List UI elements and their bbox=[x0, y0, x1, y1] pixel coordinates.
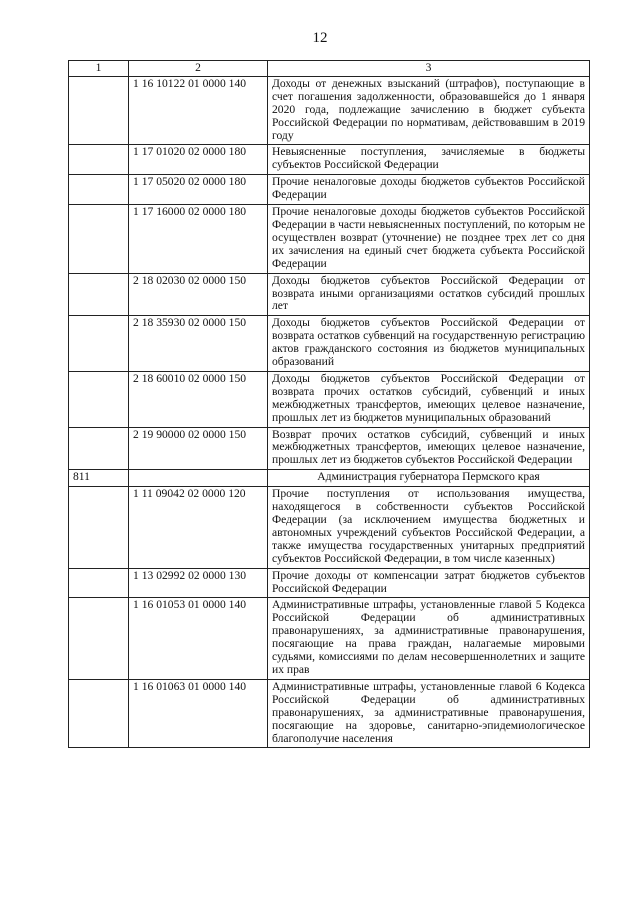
admin-name-cell: Администрация губернатора Пермского края bbox=[268, 470, 590, 487]
admin-code-cell bbox=[69, 598, 129, 679]
revenue-code-cell: 1 16 01063 01 0000 140 bbox=[129, 679, 268, 748]
admin-code-cell bbox=[69, 371, 129, 427]
admin-code-cell bbox=[69, 76, 129, 145]
description-cell: Прочие доходы от компенсации затрат бюджетов субъектов Российской Федерации bbox=[268, 568, 590, 598]
revenue-code-cell bbox=[129, 470, 268, 487]
description-cell: Доходы бюджетов субъектов Российской Федерации от возврата остатков субвенций на государственную регистрацию актов гражданского состояния из бюджетов муниципальных образований bbox=[268, 316, 590, 372]
table-row bbox=[69, 316, 590, 372]
admin-code-cell bbox=[69, 568, 129, 598]
description-cell: Административные штрафы, установленные главой 6 Кодекса Российской Федерации об административных правонарушениях, за административные правонарушения, посягающие на здоровье, санитарно-эпидемиологическое благополучие населения bbox=[268, 679, 590, 748]
description-cell: Доходы бюджетов субъектов Российской Федерации от возврата иными организациями остатков субсидий прошлых лет bbox=[268, 273, 590, 316]
table-body bbox=[69, 76, 590, 748]
revenue-code-cell: 2 18 35930 02 0000 150 bbox=[129, 316, 268, 372]
admin-heading-row bbox=[69, 470, 590, 487]
admin-code-cell bbox=[69, 145, 129, 175]
revenue-code-cell: 1 17 05020 02 0000 180 bbox=[129, 175, 268, 205]
header-col-2: 2 bbox=[129, 61, 268, 77]
header-col-1: 1 bbox=[69, 61, 129, 77]
description-cell: Невыясненные поступления, зачисляемые в бюджеты субъектов Российской Федерации bbox=[268, 145, 590, 175]
description-cell: Доходы от денежных взысканий (штрафов), поступающие в счет погашения задолженности, образовавшейся до 1 января 2020 года, подлежащие зачислению в бюджет субъекта Российской Федерации по нормативам, действовавшим в 2019 году bbox=[268, 76, 590, 145]
description-cell: Административные штрафы, установленные главой 5 Кодекса Российской Федерации об административных правонарушениях, за административные правонарушения, посягающие на права граждан, налагаемые мировыми судьями, комиссиями по делам несовершеннолетних и защите их прав bbox=[268, 598, 590, 679]
admin-code-cell bbox=[69, 316, 129, 372]
table-header-row bbox=[69, 61, 590, 77]
admin-code-cell: 811 bbox=[69, 470, 129, 487]
description-cell: Прочие поступления от использования имущества, находящегося в собственности субъектов Российской Федерации (за исключением имущества бюджетных и автономных учреждений субъектов Российской Федерации, а также имущества государственных унитарных предприятий субъектов Российской Федерации, в том числе казенных) bbox=[268, 487, 590, 568]
table-row bbox=[69, 273, 590, 316]
admin-code-cell bbox=[69, 205, 129, 274]
description-cell: Доходы бюджетов субъектов Российской Федерации от возврата прочих остатков субсидий, субвенций и иных межбюджетных трансфертов, имеющих целевое назначение, прошлых лет из бюджетов муниципальных образований bbox=[268, 371, 590, 427]
description-cell: Возврат прочих остатков субсидий, субвенций и иных межбюджетных трансфертов, имеющих целевое назначение, прошлых лет из бюджетов субъектов Российской Федерации bbox=[268, 427, 590, 470]
revenue-code-cell: 1 17 16000 02 0000 180 bbox=[129, 205, 268, 274]
page-number: 12 bbox=[312, 30, 328, 46]
admin-code-cell bbox=[69, 273, 129, 316]
admin-code-cell bbox=[69, 679, 129, 748]
revenue-code-cell: 1 16 01053 01 0000 140 bbox=[129, 598, 268, 679]
revenue-code-cell: 1 16 10122 01 0000 140 bbox=[129, 76, 268, 145]
revenue-code-cell: 2 19 90000 02 0000 150 bbox=[129, 427, 268, 470]
revenue-code-cell: 1 11 09042 02 0000 120 bbox=[129, 487, 268, 568]
revenue-code-cell: 2 18 60010 02 0000 150 bbox=[129, 371, 268, 427]
revenue-code-cell: 1 17 01020 02 0000 180 bbox=[129, 145, 268, 175]
header-col-3: 3 bbox=[268, 61, 590, 77]
table-row bbox=[69, 145, 590, 175]
table-row bbox=[69, 487, 590, 568]
table-row bbox=[69, 427, 590, 470]
admin-code-cell bbox=[69, 487, 129, 568]
admin-code-cell bbox=[69, 427, 129, 470]
revenue-codes-table bbox=[68, 60, 590, 748]
table-row bbox=[69, 76, 590, 145]
table-row bbox=[69, 679, 590, 748]
revenue-code-cell: 2 18 02030 02 0000 150 bbox=[129, 273, 268, 316]
description-cell: Прочие неналоговые доходы бюджетов субъектов Российской Федерации в части невыясненных поступлений, по которым не осуществлен возврат (уточнение) не позднее трех лет со дня их зачисления на единый счет бюджета субъекта Российской Федерации bbox=[268, 205, 590, 274]
table-row bbox=[69, 371, 590, 427]
revenue-code-cell: 1 13 02992 02 0000 130 bbox=[129, 568, 268, 598]
table-row bbox=[69, 568, 590, 598]
admin-code-cell bbox=[69, 175, 129, 205]
table-row bbox=[69, 598, 590, 679]
description-cell: Прочие неналоговые доходы бюджетов субъектов Российской Федерации bbox=[268, 175, 590, 205]
table-row bbox=[69, 175, 590, 205]
table-row bbox=[69, 205, 590, 274]
